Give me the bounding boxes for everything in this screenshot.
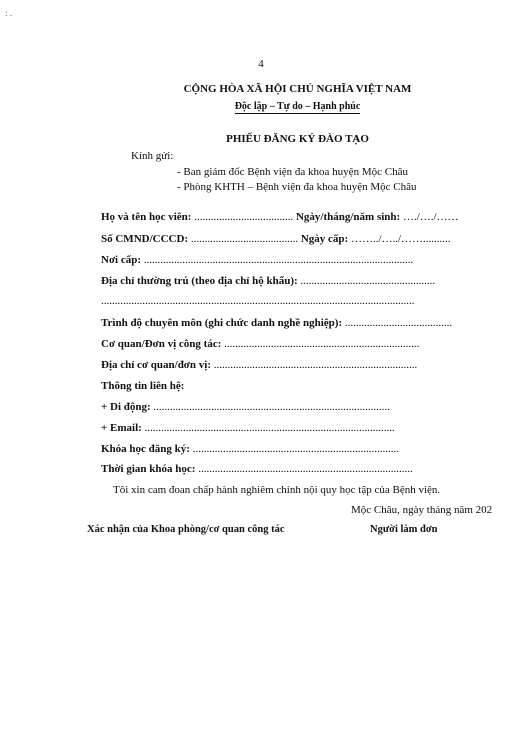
email-field[interactable]: ........................................................................................... [141, 422, 395, 434]
greeting: Kính gửi: [131, 150, 174, 162]
field-row-course [101, 443, 399, 455]
workplace-address-label: Địa chỉ cơ quan/đơn vị: [101, 359, 211, 371]
address-field[interactable]: ................................................. [297, 275, 436, 287]
course-label: Khóa học đăng ký: [101, 443, 190, 455]
motto-text: Độc lập – Tự do – Hạnh phúc [234, 101, 361, 112]
motto-line [0, 100, 522, 114]
form-title: PHIẾU ĐĂNG KÝ ĐÀO TẠO [226, 133, 369, 145]
recipient-1: - Ban giám đốc Bệnh viện đa khoa huyện Mộc Châu [177, 166, 408, 178]
field-row-name [101, 211, 459, 223]
workplace-address-field[interactable]: .......................................................................... [210, 359, 418, 371]
duration-field[interactable]: .............................................................................. [195, 463, 413, 475]
field-row-mobile [101, 401, 390, 413]
issue-place-label: Nơi cấp: [101, 254, 142, 266]
field-row-qualification [101, 317, 452, 329]
field-row-email [101, 422, 395, 434]
mobile-label: + Di động: [101, 401, 151, 413]
qualification-field[interactable]: ....................................... [342, 317, 453, 329]
mobile-field[interactable]: ...................................................................................... [150, 401, 390, 413]
issue-date-field[interactable]: ……../…../…….......... [348, 233, 451, 245]
signature-left: Xác nhận của Khoa phòng/cơ quan công tác [87, 524, 285, 535]
address-field-line-2[interactable] [101, 295, 415, 307]
recipient-2: - Phòng KHTH – Bệnh viện đa khoa huyện Mộc Châu [177, 181, 417, 193]
workplace-label: Cơ quan/Đơn vị công tác: [101, 338, 222, 350]
field-row-contact [101, 380, 184, 392]
contact-label: Thông tin liên hệ: [101, 380, 185, 392]
name-label: Họ và tên học viên: [101, 211, 192, 223]
commitment-text: Tôi xin cam đoan chấp hành nghiêm chỉnh nội quy học tập của Bệnh viện. [113, 484, 441, 496]
address-label: Địa chỉ thường trú (theo địa chỉ hộ khẩu): [101, 275, 298, 287]
address-field-2[interactable]: .................................................................................................................. [101, 295, 415, 307]
signature-right: Người làm đơn [370, 524, 438, 535]
course-field[interactable]: ........................................................................... [189, 443, 399, 455]
name-field[interactable]: .................................... [191, 211, 296, 223]
field-row-workplace [101, 338, 419, 350]
national-header: CỘNG HÒA XÃ HỘI CHỦ NGHĨA VIỆT NAM [183, 83, 412, 95]
id-field[interactable]: ....................................... [188, 233, 301, 245]
dob-field[interactable]: …./…./…… [400, 211, 459, 223]
field-row-duration [101, 463, 413, 475]
field-row-address [101, 275, 435, 287]
field-row-issue-place [101, 254, 413, 266]
scan-specks: : . [5, 8, 13, 18]
issue-place-field[interactable]: .................................................................................................. [141, 254, 414, 266]
page-number: 4 [258, 58, 264, 70]
place-date: Mộc Châu, ngày tháng năm 202 [351, 504, 493, 516]
workplace-field[interactable]: ....................................................................... [221, 338, 420, 350]
email-label: + Email: [101, 422, 142, 434]
duration-label: Thời gian khóa học: [101, 463, 196, 475]
issue-date-label: Ngày cấp: [300, 233, 349, 245]
qualification-label: Trình độ chuyên môn (ghi chức danh nghề nghiệp): [101, 317, 343, 329]
field-row-id [101, 233, 451, 245]
id-label: Số CMND/CCCD: [101, 233, 189, 245]
dob-label: Ngày/tháng/năm sinh: [295, 211, 401, 223]
field-row-workplace-address [101, 359, 417, 371]
